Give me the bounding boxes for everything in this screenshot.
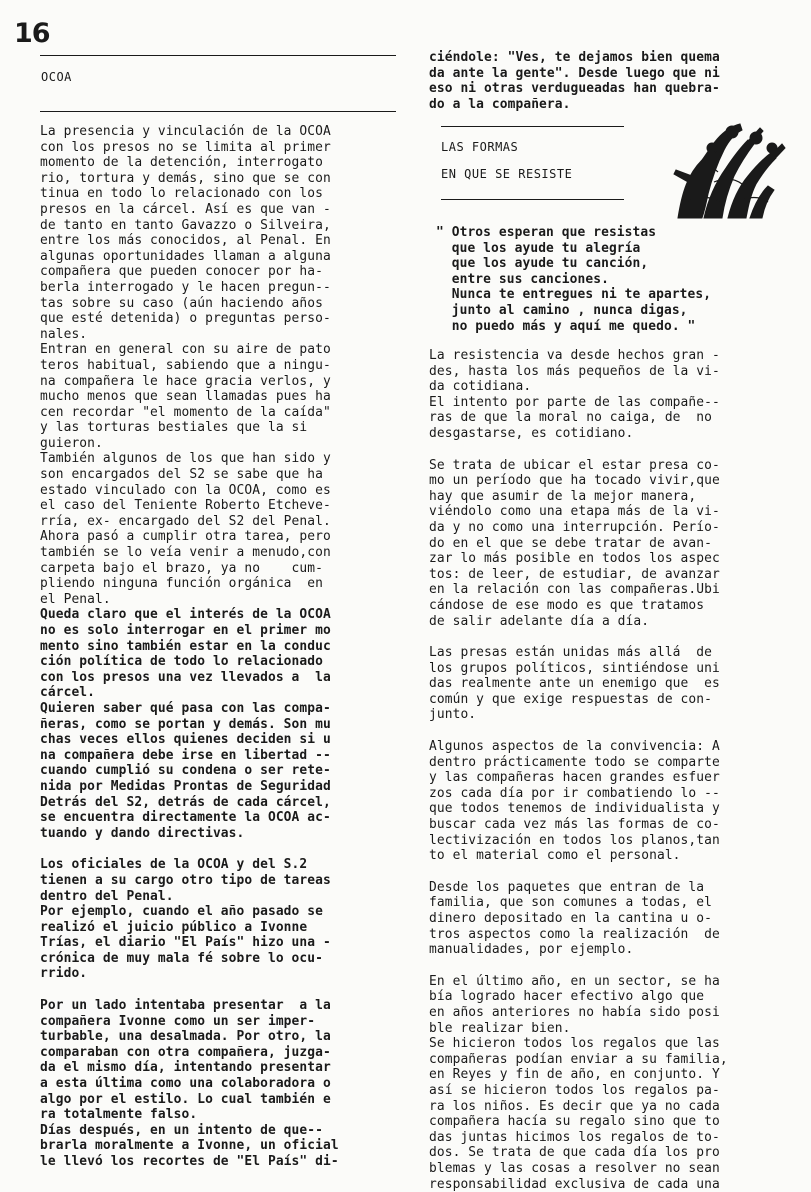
left-top-rule <box>40 55 396 56</box>
right-heading-bottom-rule <box>441 199 624 200</box>
right-heading-top-rule <box>441 126 624 127</box>
right-paragraph-8: Se hicieron todos los regalos que las compañeras podían enviar a su familia, en Reyes y fin de año, en conjunto. Y así se hicieron todos los regalos pa- ra los niños. Es decir que ya no cada compañera hacía su regalo sino que to das juntas hicimos los regalos de to- dos. Se trata de que cada día los pro blemas y las cosas a resolver no sean responsabilidad exclusiva de cada una <box>429 1036 728 1192</box>
right-paragraph-4: Las presas están unidas más allá de los grupos políticos, sintiéndose uni das realmente ante un enemigo que es común y que exige respuestas de con- junto. <box>429 645 720 723</box>
right-heading-line2: EN QUE SE RESISTE <box>441 167 573 181</box>
right-paragraph-2: El intento por parte de las compañe-- ras de que la moral no caiga, de no desgastarse, es cotidiano. <box>429 394 720 441</box>
right-paragraph-6: Desde los paquetes que entran de la familia, que son comunes a todas, el dinero depositado en la cantina u o- tros aspectos como la realización de manualidades, por ejemplo. <box>429 879 720 958</box>
left-paragraph-1: La presencia y vinculación de la OCOA con los presos no se limita al primer momento de la detención, interrogato rio, tortura y demás, sino que se con tinua en todo lo relacionado con los presos en la cárcel. Así es que van - de tanto en tanto Gavazzo o Silveira, entre los más conocidos, al Penal. En algunas oportunidades llaman a alguna compañera que pueden conocer por ha- berla interrogado y le hacen pregun-- tas sobre su caso (aún haciendo años que esté detenida) o preguntas perso- nales. <box>40 124 331 342</box>
left-heading: OCOA <box>41 70 72 84</box>
left-heading-rule <box>40 111 396 112</box>
left-paragraph-5: Quieren saber qué pasa con las compa- ñeras, como se portan y demás. Son mu chas veces ellos quienes deciden si u na compañera debe irse en libertad -- cuando cumplió su condena o ser rete- nida por Medidas Prontas de Seguridad Detrás del S2, detrás de cada cárcel, se encuentra directamente la OCOA ac- tuando y dando directivas. <box>40 700 331 841</box>
left-paragraph-9: Días después, en un intento de que-- brarla moralmente a Ivonne, un oficial le llevó los recortes de "El País" di- <box>40 1122 339 1169</box>
right-column <box>429 348 799 1192</box>
right-paragraph-3: Se trata de ubicar el estar presa co- mo un período que ha tocado vivir,que hay que asumir de la mejor manera, viéndolo como una etapa más de la vi- da y no como una interrupción. Perío- do en el que se debe tratar de avan- zar lo más posible en todos los aspec tos: de leer, de estudiar, de avanzar en la relación con las compañeras.Ubi cándose de ese modo es que tratamos de salir adelante día a día. <box>429 457 720 629</box>
right-heading-line1: LAS FORMAS <box>441 140 519 154</box>
left-column <box>40 124 410 1170</box>
poem-text: " Otros esperan que resistas que los ayude tu alegría que los ayude tu canción, entre sus canciones. Nunca te entregues ni te apartes, junto al camino , nunca digas, no puedo más y aquí me quedo. " <box>436 225 712 334</box>
page-number: 16 <box>14 18 50 49</box>
left-paragraph-7: Por ejemplo, cuando el año pasado se realizó el juicio público a Ivonne Trías, el diario "El País" hizo una - crónica de muy mala fé sobre lo ocu- rrido. <box>40 904 331 982</box>
right-paragraph-7: En el último año, en un sector, se ha bía logrado hacer efectivo algo que en años anteriores no había sido posi ble realizar bien. <box>429 973 720 1036</box>
left-paragraph-6: Los oficiales de la OCOA y del S.2 tienen a su cargo otro tipo de tareas dentro del Penal. <box>40 857 331 904</box>
right-paragraph-1: La resistencia va desde hechos gran - des, hasta los más pequeños de la vi- da cotidiana. <box>429 348 720 395</box>
right-intro <box>429 50 799 112</box>
left-paragraph-2: Entran en general con su aire de pato teros habitual, sabiendo que a ningu- na compañera le hace gracia verlos, y mucho menos que sean llamadas pues ha cen recordar "el momento de la caída" y las torturas bestiales que la si guieron. <box>40 342 331 451</box>
left-paragraph-4: Queda claro que el interés de la OCOA no es solo interrogar en el primer mo mento sino también estar en la conduc ción política de todo lo relacionado con los presos una vez llevados a la cárcel. <box>40 607 331 701</box>
resistance-illustration <box>668 122 786 220</box>
poem-block <box>436 225 796 350</box>
left-paragraph-8: Por un lado intentaba presentar a la compañera Ivonne como un ser imper- turbable, una desalmada. Por otro, la comparaban con otra compañera, juzga- da el mismo día, intentando presentar a esta última como una colaboradora o algo por el estilo. Lo cual también e ra totalmente falso. <box>40 998 331 1123</box>
right-intro-text: ciéndole: "Ves, te dejamos bien quema da ante la gente". Desde luego que ni eso ni otras verdugueadas han quebra- do a la compañera. <box>429 50 720 112</box>
right-paragraph-5: Algunos aspectos de la convivencia: A dentro prácticamente todo se comparte y las compañeras hacen grandes esfuer zos cada día por ir combatiendo lo -- que todos tenemos de individualista y buscar cada vez más las formas de co- lectivización en todos los planos,tan to el material como el personal. <box>429 739 720 864</box>
left-paragraph-3: También algunos de los que han sido y son encargados del S2 se sabe que ha estado vinculado con la OCOA, como es el caso del Teniente Roberto Etcheve- rría, ex- encargado del S2 del Penal. Ahora pasó a cumplir otra tarea, pero también se lo veía venir a menudo,con carpeta bajo el brazo, ya no cum- pliendo ninguna función orgánica en el Penal. <box>40 451 331 607</box>
